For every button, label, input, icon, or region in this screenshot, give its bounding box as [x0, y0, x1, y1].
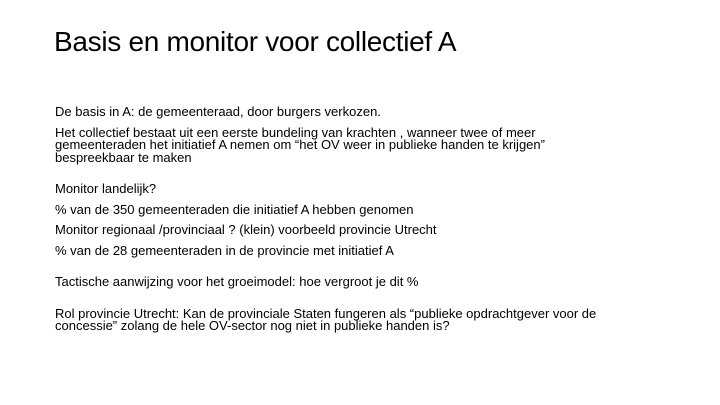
paragraph-rol-provincie	[55, 305, 675, 333]
paragraph-percentage-national	[55, 201, 675, 217]
text-line: bespreekbaar te maken	[55, 149, 192, 165]
slide-title: Basis en monitor voor collectief A	[54, 26, 457, 57]
text-line: De basis in A: de gemeenteraad, door burgers verkozen.	[55, 104, 381, 119]
text-line: Het collectief bestaat uit een eerste bundeling van krachten , wanneer twee of meer	[55, 124, 536, 140]
paragraph-tactische-aanwijzing	[55, 276, 675, 289]
text-line: % van de 28 gemeenteraden in de provincie met initiatief A	[55, 242, 394, 258]
paragraph-collectief	[55, 124, 675, 165]
paragraph-monitor-landelijk	[55, 183, 675, 196]
text-line: % van de 350 gemeenteraden die initiatief A hebben genomen	[55, 201, 414, 217]
paragraph-basis	[55, 106, 675, 119]
slide-body	[55, 106, 675, 333]
text-line: concessie” zolang de hele OV-sector nog niet in publieke handen is?	[55, 318, 450, 333]
text-line: Rol provincie Utrecht: Kan de provinciale Staten fungeren als “publieke opdrachtgever voor de	[55, 305, 597, 321]
text-line: gemeenteraden het initiatief A nemen om “het OV weer in publieke handen te krijgen”	[55, 137, 545, 152]
text-line: Monitor regionaal /provinciaal ? (klein) voorbeeld provincie Utrecht	[55, 222, 437, 237]
paragraph-percentage-provincial	[55, 242, 675, 258]
text-line: Monitor landelijk?	[55, 181, 157, 196]
text-line: Tactische aanwijzing voor het groeimodel: hoe vergroot je dit %	[55, 274, 419, 289]
paragraph-monitor-regionaal	[55, 224, 675, 237]
